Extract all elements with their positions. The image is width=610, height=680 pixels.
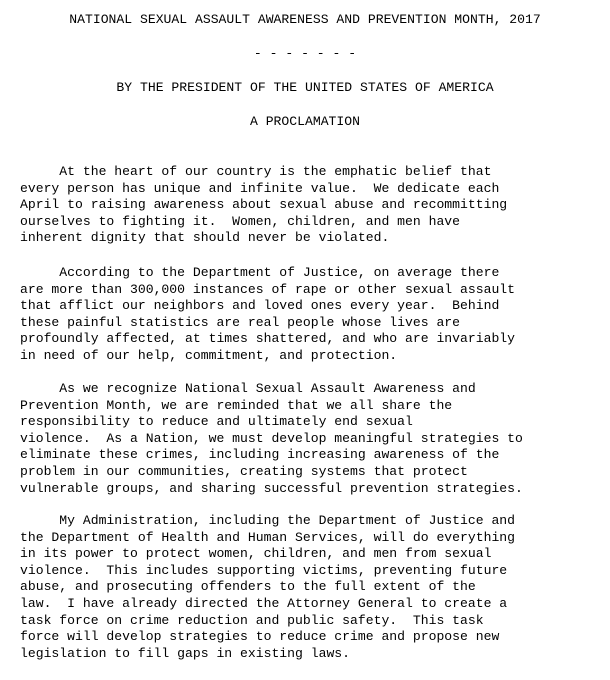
document-type: A PROCLAMATION <box>249 114 360 129</box>
paragraph-line: in its power to protect women, children, and men from sexual <box>20 546 492 562</box>
paragraph-line: law. I have already directed the Attorney General to create a <box>20 596 508 611</box>
paragraph-line: task force on crime reduction and public safety. This task <box>20 612 484 628</box>
paragraph-line: are more than 300,000 instances of rape or other sexual assault <box>20 281 516 297</box>
paragraph-line: violence. This includes supporting victims, preventing future <box>20 562 508 578</box>
paragraph-line: According to the Department of Justice, on average there <box>20 265 500 280</box>
paragraph-line: profoundly affected, at times shattered, and who are invariably <box>20 331 516 347</box>
paragraph-line: responsibility to reduce and ultimately end sexual <box>20 414 413 430</box>
paragraph-line: ourselves to fighting it. Women, children, and men have <box>20 213 461 229</box>
paragraph-line: My Administration, including the Department of Justice and <box>20 513 516 528</box>
paragraph-line: legislation to fill gaps in existing laws. <box>20 645 351 661</box>
paragraph-line: in need of our help, commitment, and protection. <box>20 348 398 363</box>
paragraph-line: abuse, and prosecuting offenders to the full extent of the <box>20 579 476 595</box>
byline: BY THE PRESIDENT OF THE UNITED STATES OF AMERICA <box>116 80 494 95</box>
paragraph-line: April to raising awareness about sexual abuse and recommitting <box>20 197 508 213</box>
paragraph-line: At the heart of our country is the emphatic belief that <box>20 164 492 179</box>
paragraph-line: inherent dignity that should never be violated. <box>20 230 390 246</box>
document-title: NATIONAL SEXUAL ASSAULT AWARENESS AND PREVENTION MONTH, 2017 <box>69 12 541 27</box>
paragraph-line: the Department of Health and Human Services, will do everything <box>20 529 516 545</box>
paragraph-line: these painful statistics are real people whose lives are <box>20 314 461 330</box>
paragraph-line: that afflict our neighbors and loved ones every year. Behind <box>20 298 500 314</box>
paragraph-line: violence. As a Nation, we must develop meaningful strategies to <box>20 430 523 446</box>
separator: - - - - - - - <box>253 46 357 61</box>
paragraph-line: Prevention Month, we are reminded that we all share the <box>20 397 453 413</box>
paragraph-line: every person has unique and infinite value. We dedicate each <box>20 180 500 196</box>
paragraph-line: As we recognize National Sexual Assault Awareness and <box>20 381 476 396</box>
paragraph-line: eliminate these crimes, including increasing awareness of the <box>20 447 500 463</box>
paragraph-line: vulnerable groups, and sharing successful prevention strategies. <box>20 480 523 496</box>
paragraph-line: problem in our communities, creating systems that protect <box>20 464 468 479</box>
paragraph-line: force will develop strategies to reduce crime and propose new <box>20 629 500 645</box>
